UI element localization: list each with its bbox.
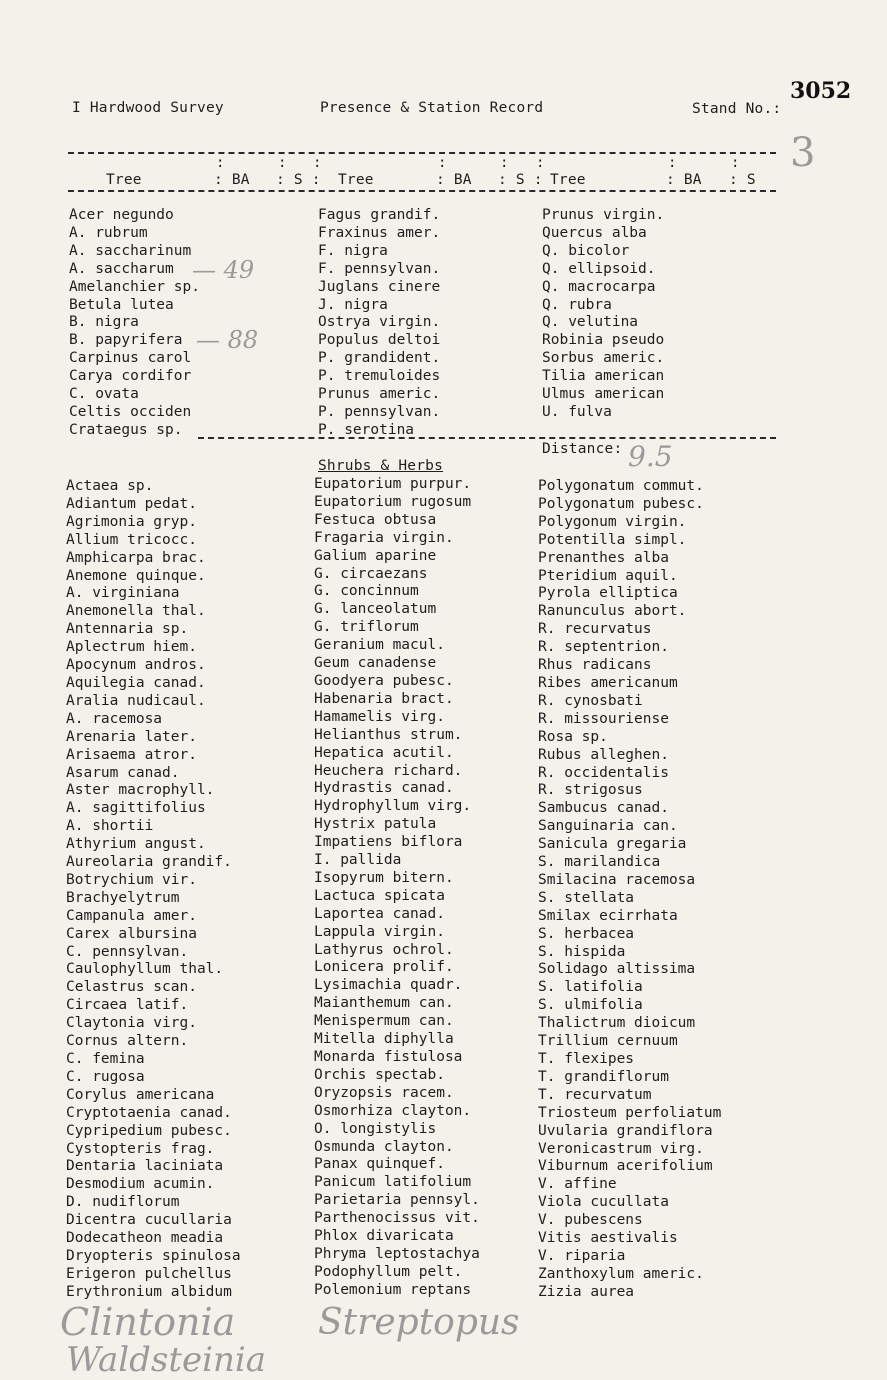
list-item: Ostrya virgin. <box>318 314 441 331</box>
handwritten-note-waldsteinia: Waldsteinia <box>66 1340 267 1380</box>
list-item: Circaea latif. <box>66 997 189 1014</box>
list-item: Aureolaria grandif. <box>66 854 232 871</box>
list-item: Agrimonia gryp. <box>66 513 197 530</box>
list-item: Caulophyllum thal. <box>66 961 224 978</box>
list-item: G. circaezans <box>314 565 428 582</box>
list-item: U. fulva <box>542 403 612 420</box>
list-item: Aplectrum hiem. <box>66 639 197 656</box>
list-item: R. strigosus <box>538 782 643 799</box>
list-item: Osmorhiza clayton. <box>314 1102 472 1119</box>
list-item: Zizia aurea <box>538 1283 635 1300</box>
list-item: C. ovata <box>69 386 139 403</box>
ba-label: BA <box>231 172 250 188</box>
list-item: T. recurvatum <box>538 1086 652 1103</box>
list-item: Geum canadense <box>314 655 437 672</box>
list-item: Ranunculus abort. <box>538 603 687 620</box>
list-item: Goodyera pubesc. <box>314 672 454 689</box>
list-item: Panax quinquef. <box>314 1156 445 1173</box>
list-item: Corylus americana <box>66 1086 215 1103</box>
list-item: Phryma leptostachya <box>314 1245 480 1262</box>
list-item: Prunus virgin. <box>542 207 665 223</box>
col-header-s-3: : S <box>729 172 756 188</box>
list-item: Hydrophyllum virg. <box>314 798 472 815</box>
list-item: Campanula amer. <box>66 907 197 924</box>
list-item: Lactuca spicata <box>314 887 445 904</box>
list-item: Phlox divaricata <box>314 1228 454 1245</box>
list-item: Prunus americ. <box>318 386 441 403</box>
list-item: Juglans cinere <box>318 278 441 295</box>
list-item: F. nigra <box>318 242 388 259</box>
list-item: Sorbus americ. <box>542 350 665 367</box>
list-item: Dentaria laciniata <box>66 1158 224 1175</box>
header-bottom-rule <box>68 190 776 192</box>
list-item: R. recurvatus <box>538 621 652 638</box>
list-item: Panicum latifolium <box>314 1174 472 1191</box>
list-item: Hepatica acutil. <box>314 744 454 761</box>
list-item: Adiantum pedat. <box>66 495 197 512</box>
separator-colon: : <box>216 155 225 171</box>
list-item: Osmunda clayton. <box>314 1138 454 1155</box>
list-item: Mitella diphylla <box>314 1031 454 1048</box>
list-item: Fraxinus amer. <box>318 224 441 241</box>
list-item: Amphicarpa brac. <box>66 549 206 566</box>
list-item: Fagus grandif. <box>318 207 441 223</box>
separator-colon: : <box>313 155 322 171</box>
list-item: Uvularia grandiflora <box>538 1122 713 1139</box>
list-item: R. missouriense <box>538 710 669 727</box>
list-item: Pteridium aquil. <box>538 567 678 584</box>
list-item: Helianthus strum. <box>314 726 463 743</box>
ba-label: BA <box>453 172 472 188</box>
list-item: Arenaria later. <box>66 728 197 745</box>
list-item: Potentilla simpl. <box>538 531 687 548</box>
list-item: Populus deltoi <box>318 332 441 349</box>
list-item: Polygonatum pubesc. <box>538 495 704 512</box>
list-item: Triosteum perfoliatum <box>538 1104 722 1121</box>
separator-colon: : <box>668 155 677 171</box>
list-item: A. shortii <box>66 818 154 835</box>
list-item: Q. ellipsoid. <box>542 260 656 277</box>
list-item: Anemone quinque. <box>66 567 206 584</box>
list-item: Laportea canad. <box>314 905 445 922</box>
list-item: Erythronium albidum <box>66 1283 232 1300</box>
list-item: Habenaria bract. <box>314 690 454 707</box>
list-item: P. serotina <box>318 421 415 438</box>
list-item: Dicentra cucullaria <box>66 1212 232 1229</box>
list-item: C. femina <box>66 1051 145 1067</box>
herb-list-2 <box>314 476 480 1300</box>
list-item: B. nigra <box>69 314 139 331</box>
distance-label: Distance: <box>542 441 623 457</box>
separator-colon: : <box>438 155 447 171</box>
list-item: Carex albursina <box>66 925 197 942</box>
list-item: F. pennsylvan. <box>318 260 441 277</box>
list-item: I. pallida <box>314 852 402 869</box>
separator-colon: : <box>536 155 545 171</box>
list-item: Monarda fistulosa <box>314 1049 463 1065</box>
papyrifera-annotation: — 88 <box>196 326 259 354</box>
survey-title: I Hardwood Survey <box>72 100 224 116</box>
list-item: Allium tricocc. <box>66 531 197 548</box>
list-item: Polygonum virgin. <box>538 513 687 530</box>
list-item: Crataegus sp. <box>69 421 183 438</box>
list-item: R. cynosbati <box>538 692 643 709</box>
col-header-tree-1: Tree <box>106 172 142 188</box>
list-item: Carpinus carol <box>69 350 192 367</box>
list-item: Claytonia virg. <box>66 1015 197 1032</box>
list-item: Pyrola elliptica <box>538 585 678 602</box>
list-item: Viburnum acerifolium <box>538 1158 713 1175</box>
list-item: J. nigra <box>318 296 388 313</box>
list-item: Fragaria virgin. <box>314 529 454 546</box>
list-item: S. ulmifolia <box>538 997 643 1014</box>
list-item: D. nudiflorum <box>66 1194 180 1211</box>
list-item: Carya cordifor <box>69 368 192 385</box>
list-item: Ribes americanum <box>538 674 678 691</box>
list-item: Polemonium reptans <box>314 1281 472 1298</box>
list-item: S. latifolia <box>538 979 643 996</box>
distance-value: 9.5 <box>628 440 673 473</box>
list-item: A. sagittifolius <box>66 800 206 817</box>
list-item: Solidago altissima <box>538 961 696 978</box>
list-item: Viola cucullata <box>538 1194 669 1211</box>
list-item: Podophyllum pelt. <box>314 1263 463 1280</box>
list-item: S. stellata <box>538 889 635 906</box>
list-item: A. racemosa <box>66 710 163 727</box>
list-item: Isopyrum bitern. <box>314 869 454 886</box>
list-item: Hystrix patula <box>314 816 437 833</box>
list-item: A. saccharinum <box>69 242 192 259</box>
list-item: Asarum canad. <box>66 764 180 781</box>
list-item: V. riparia <box>538 1247 626 1264</box>
list-item: A. rubrum <box>69 224 148 241</box>
list-item: Dryopteris spinulosa <box>66 1247 241 1264</box>
list-item: Trillium cernuum <box>538 1033 678 1050</box>
list-item: Hydrastis canad. <box>314 780 454 797</box>
list-item: Anemonella thal. <box>66 603 206 620</box>
record-title: Presence & Station Record <box>320 100 544 116</box>
list-item: Q. macrocarpa <box>542 278 656 295</box>
list-item: Amelanchier sp. <box>69 278 200 295</box>
list-item: Festuca obtusa <box>314 511 437 528</box>
s-label: S <box>515 172 525 188</box>
list-item: Antennaria sp. <box>66 621 189 638</box>
list-item: Lappula virgin. <box>314 923 445 940</box>
list-item: Apocynum andros. <box>66 657 206 674</box>
col-header-ba-2: : BA <box>436 172 472 188</box>
list-item: T. grandiflorum <box>538 1068 669 1085</box>
list-item: Erigeron pulchellus <box>66 1265 232 1282</box>
header-top-rule <box>68 152 776 154</box>
list-item: Sanicula gregaria <box>538 836 687 853</box>
list-item: Rubus alleghen. <box>538 746 669 763</box>
separator-colon: : <box>278 155 287 171</box>
list-item: Q. bicolor <box>542 242 630 259</box>
saccharum-annotation: — 49 <box>192 256 255 284</box>
list-item: Cornus altern. <box>66 1033 189 1050</box>
list-item: S. hispida <box>538 943 626 960</box>
list-item: P. tremuloides <box>318 368 441 385</box>
list-item: Aster macrophyll. <box>66 782 215 799</box>
list-item: Lathyrus ochrol. <box>314 941 454 958</box>
list-item: C. rugosa <box>66 1068 145 1085</box>
list-item: Q. velutina <box>542 314 639 331</box>
list-item: Betula lutea <box>69 296 174 313</box>
list-item: R. septentrion. <box>538 639 669 656</box>
col-header-ba-1: : BA <box>214 172 250 188</box>
list-item: Robinia pseudo <box>542 332 665 349</box>
list-item: Cypripedium pubesc. <box>66 1122 232 1139</box>
list-item: G. triflorum <box>314 619 419 636</box>
handwritten-note-clintonia: Clintonia <box>60 1300 236 1344</box>
s-label: S <box>293 172 303 188</box>
list-item: Geranium macul. <box>314 637 445 654</box>
stand-number: 3052 <box>790 78 852 104</box>
separator-colon: : <box>731 155 740 171</box>
list-item: Celtis occiden <box>69 403 192 420</box>
list-item: T. flexipes <box>538 1051 635 1067</box>
list-item: Heuchera richard. <box>314 762 463 779</box>
list-item: Impatiens biflora <box>314 834 463 851</box>
handwritten-note-streptopus: Streptopus <box>318 1302 520 1343</box>
list-item: Parthenocissus vit. <box>314 1210 480 1227</box>
col-header-s-2: : S : <box>498 172 543 188</box>
list-item: Smilacina racemosa <box>538 871 696 888</box>
list-item: Acer negundo <box>69 207 174 223</box>
list-item: Veronicastrum virg. <box>538 1140 704 1157</box>
stand-label: Stand No.: <box>692 101 782 117</box>
list-item: P. grandident. <box>318 350 441 367</box>
list-item: Orchis spectab. <box>314 1066 445 1083</box>
list-item: Zanthoxylum americ. <box>538 1265 704 1282</box>
list-item: R. occidentalis <box>538 764 669 781</box>
col-header-tree-2: Tree <box>338 172 374 188</box>
list-item: Hamamelis virg. <box>314 708 445 725</box>
list-item: Rhus radicans <box>538 657 652 674</box>
list-item: Q. rubra <box>542 296 612 313</box>
list-item: Arisaema atror. <box>66 746 197 763</box>
list-item: Celastrus scan. <box>66 979 197 996</box>
tree-list-1 <box>69 207 200 440</box>
list-item: O. longistylis <box>314 1120 437 1137</box>
list-item: Rosa sp. <box>538 728 608 745</box>
list-item: V. pubescens <box>538 1212 643 1229</box>
s-label: S <box>746 172 756 188</box>
list-item: Sambucus canad. <box>538 800 669 817</box>
list-item: B. papyrifera <box>69 332 183 349</box>
annotation-value: 49 <box>223 256 255 284</box>
list-item: Eupatorium rugosum <box>314 493 472 510</box>
list-item: A. saccharum <box>69 260 174 277</box>
list-item: Quercus alba <box>542 224 647 241</box>
herb-list-1 <box>66 478 241 1302</box>
list-item: Tilia american <box>542 368 665 385</box>
list-item: Cryptotaenia canad. <box>66 1104 232 1121</box>
list-item: Polygonatum commut. <box>538 478 704 494</box>
list-item: Dodecatheon meadia <box>66 1230 224 1247</box>
tree-list-3 <box>542 207 664 422</box>
herb-list-3 <box>538 478 721 1302</box>
list-item: C. pennsylvan. <box>66 943 189 960</box>
list-item: Maianthemum can. <box>314 995 454 1012</box>
col-header-s-1: : S : <box>276 172 321 188</box>
list-item: V. affine <box>538 1176 617 1193</box>
list-item: Sanguinaria can. <box>538 818 678 835</box>
list-item: G. concinnum <box>314 583 419 600</box>
col-header-ba-3: : BA <box>666 172 702 188</box>
col-header-tree-3: Tree <box>550 172 586 188</box>
list-item: Oryzopsis racem. <box>314 1084 454 1101</box>
list-item: Athyrium angust. <box>66 836 206 853</box>
list-item: Lonicera prolif. <box>314 959 454 976</box>
list-item: Eupatorium purpur. <box>314 476 472 492</box>
list-item: Botrychium vir. <box>66 871 197 888</box>
list-item: Ulmus american <box>542 386 665 403</box>
list-item: Thalictrum dioicum <box>538 1015 696 1032</box>
tree-bottom-rule <box>198 437 776 439</box>
list-item: Vitis aestivalis <box>538 1230 678 1247</box>
list-item: S. herbacea <box>538 925 635 942</box>
list-item: Menispermum can. <box>314 1013 454 1030</box>
shrubs-herbs-title: Shrubs & Herbs <box>318 458 444 474</box>
stand-mark: 3 <box>790 130 816 176</box>
list-item: G. lanceolatum <box>314 601 437 618</box>
list-item: Lysimachia quadr. <box>314 977 463 994</box>
annotation-value: 88 <box>227 326 259 354</box>
separator-colon: : <box>500 155 509 171</box>
list-item: Cystopteris frag. <box>66 1140 215 1157</box>
list-item: A. virginiana <box>66 585 180 602</box>
list-item: Desmodium acumin. <box>66 1176 215 1193</box>
ba-label: BA <box>683 172 702 188</box>
list-item: Brachyelytrum <box>66 889 180 906</box>
list-item: Aralia nudicaul. <box>66 692 206 709</box>
tree-list-2 <box>318 207 440 440</box>
list-item: Parietaria pennsyl. <box>314 1192 480 1209</box>
list-item: S. marilandica <box>538 854 661 871</box>
list-item: Actaea sp. <box>66 478 154 494</box>
list-item: Galium aparine <box>314 547 437 564</box>
list-item: Aquilegia canad. <box>66 674 206 691</box>
list-item: Prenanthes alba <box>538 549 669 566</box>
list-item: Smilax ecirrhata <box>538 907 678 924</box>
list-item: P. pennsylvan. <box>318 403 441 420</box>
